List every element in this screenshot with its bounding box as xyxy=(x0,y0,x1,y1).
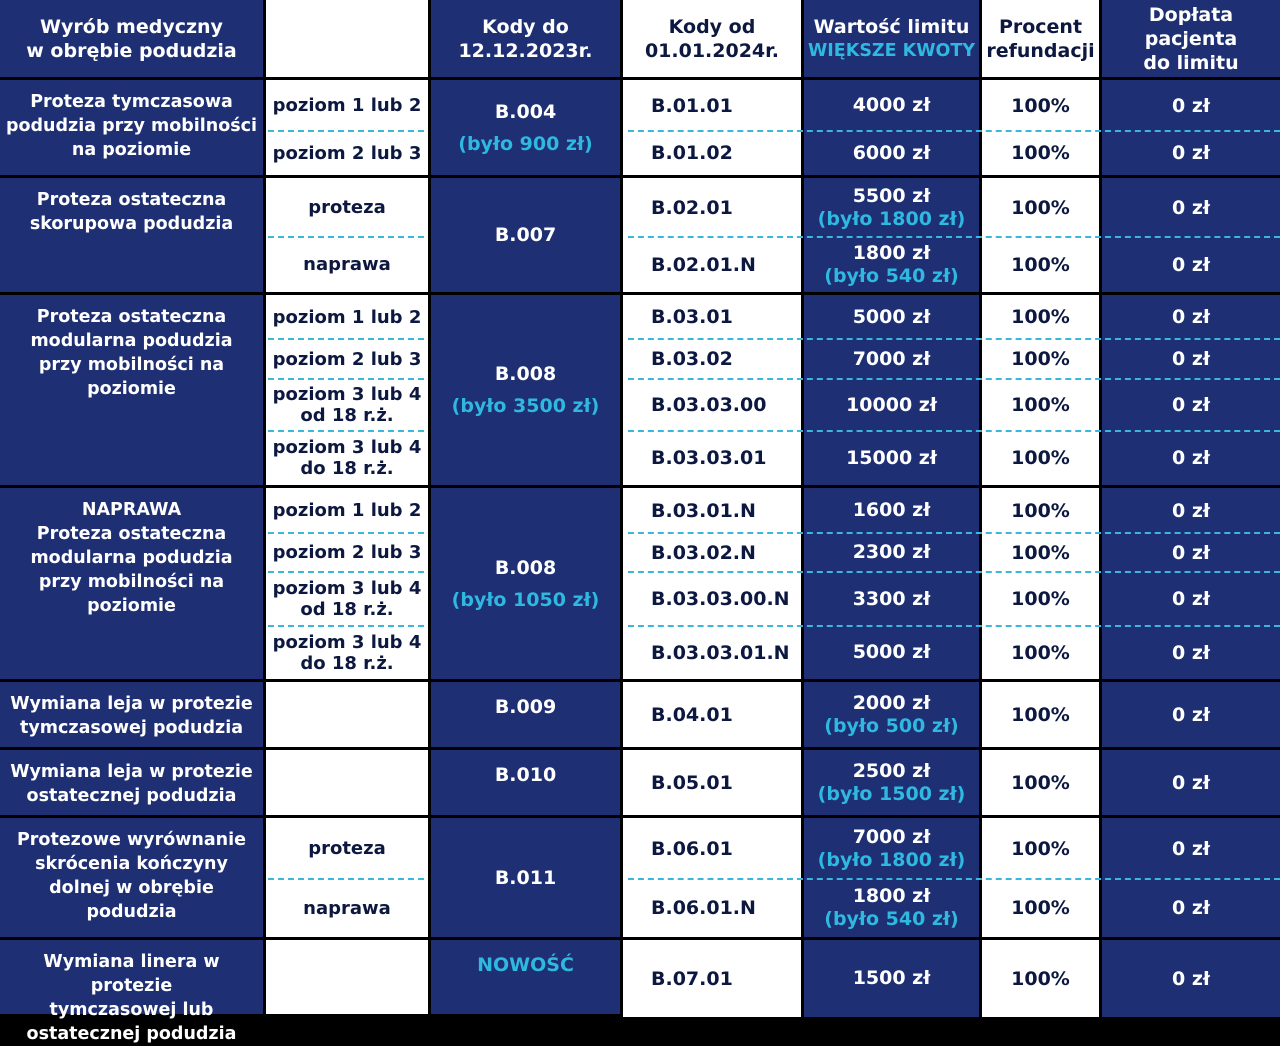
new-code-text: B.05.01 xyxy=(651,771,733,794)
subtype-label xyxy=(266,339,428,379)
limit-amount: 1800 zł xyxy=(852,885,931,907)
patient-copay xyxy=(1102,80,1280,131)
limit-value xyxy=(804,178,979,237)
limit-previous-amount: (było 1800 zł) xyxy=(817,848,966,871)
device-name-line: Wymiana leja w protezie xyxy=(10,694,253,714)
patient-copay xyxy=(1102,131,1280,175)
limit-previous-amount: (było 1800 zł) xyxy=(817,207,966,230)
new-code-text: B.06.01.N xyxy=(651,897,756,919)
limit-value xyxy=(804,750,979,815)
device-name-line: Wymiana leja w protezie xyxy=(10,762,253,782)
subtype-cell xyxy=(266,750,428,815)
refund-percentage xyxy=(982,237,1099,292)
header-new-codes-line2: 01.01.2024r. xyxy=(644,39,780,62)
refund-percentage-text: 100% xyxy=(1011,967,1070,990)
refund-percentage-text: 100% xyxy=(1011,394,1070,416)
new-code xyxy=(623,80,801,131)
limit-amount: 5000 zł xyxy=(852,305,931,328)
old-code: B.004 xyxy=(494,100,557,123)
new-code xyxy=(623,178,801,237)
new-code xyxy=(623,488,801,533)
new-code xyxy=(623,379,801,431)
limit-value xyxy=(804,533,979,572)
refund-percentage-text: 100% xyxy=(1011,196,1070,219)
device-name-line: Proteza ostateczna xyxy=(36,524,227,544)
refund-percentage-text: 100% xyxy=(1011,142,1070,164)
header-pct-line1: Procent xyxy=(998,15,1083,38)
device-name-cell xyxy=(0,488,263,679)
patient-copay xyxy=(1102,572,1280,626)
limit-previous-amount: (było 540 zł) xyxy=(824,264,959,287)
patient-copay-text: 0 zł xyxy=(1172,967,1210,990)
device-name-line: modularna podudzia xyxy=(30,331,233,351)
limit-value xyxy=(804,339,979,379)
limit-amount: 2300 zł xyxy=(852,541,931,563)
refund-percentage xyxy=(982,682,1099,747)
patient-copay-text: 0 zł xyxy=(1172,348,1210,370)
refund-percentage xyxy=(982,488,1099,533)
device-name-cell xyxy=(0,80,263,175)
header-new-codes-line1: Kody od xyxy=(668,15,756,38)
limit-amount: 2500 zł xyxy=(852,759,931,782)
patient-copay xyxy=(1102,379,1280,431)
new-code-text: B.03.02 xyxy=(651,348,733,370)
device-name-line: ostatecznej podudzia xyxy=(26,1024,237,1044)
subtype-label xyxy=(266,431,428,485)
limit-amount: 10000 zł xyxy=(846,393,937,416)
subtype-line: od 18 r.ż. xyxy=(300,599,394,620)
header-limit-line1: Wartość limitu xyxy=(813,15,970,38)
subtype-line: poziom 3 lub 4 xyxy=(272,437,422,458)
new-code xyxy=(623,879,801,937)
new-code xyxy=(623,572,801,626)
device-name-line: podudzia przy mobilności xyxy=(5,116,258,136)
limit-amount: 1500 zł xyxy=(852,967,931,989)
limit-value xyxy=(804,295,979,339)
limit-amount: 3300 zł xyxy=(852,587,931,610)
limit-previous-amount: (było 500 zł) xyxy=(824,714,959,737)
patient-copay xyxy=(1102,750,1280,815)
subtype-label xyxy=(266,626,428,679)
patient-copay-text: 0 zł xyxy=(1172,142,1210,164)
old-code: B.009 xyxy=(494,696,557,718)
header-device-line1: Wyrób medyczny xyxy=(40,15,223,38)
refund-percentage-text: 100% xyxy=(1011,837,1070,860)
refund-percentage xyxy=(982,131,1099,175)
limit-value xyxy=(804,682,979,747)
subtype-label xyxy=(266,131,428,175)
subtype-line: do 18 r.ż. xyxy=(300,652,394,674)
refund-percentage xyxy=(982,572,1099,626)
new-code xyxy=(623,682,801,747)
header-copay-line1: Dopłata pacjenta xyxy=(1144,3,1238,50)
new-code-text: B.03.01 xyxy=(651,306,733,328)
new-code xyxy=(623,818,801,879)
refund-percentage xyxy=(982,750,1099,815)
subtype-label xyxy=(266,237,428,292)
device-name-line: dolnej w obrębie podudzia xyxy=(49,878,214,922)
refund-percentage-text: 100% xyxy=(1011,703,1070,726)
device-name-line: skrócenia kończyny xyxy=(35,854,228,874)
limit-amount: 7000 zł xyxy=(852,825,931,848)
patient-copay-text: 0 zł xyxy=(1172,897,1210,919)
device-name-line: przy mobilności na xyxy=(38,355,225,375)
patient-copay xyxy=(1102,178,1280,237)
new-code-text: B.03.01.N xyxy=(651,499,756,522)
subtype-line: do 18 r.ż. xyxy=(300,458,394,479)
header-subtype xyxy=(266,0,428,77)
new-code xyxy=(623,339,801,379)
old-code: B.011 xyxy=(494,866,557,889)
patient-copay-text: 0 zł xyxy=(1172,196,1210,219)
limit-value xyxy=(804,572,979,626)
device-name-cell xyxy=(0,295,263,485)
subtype-line: poziom 1 lub 2 xyxy=(272,500,422,521)
device-name-line: tymczasowej podudzia xyxy=(20,718,243,738)
new-code-text: B.04.01 xyxy=(651,703,733,726)
old-code-previous-price: (było 1050 zł) xyxy=(451,588,600,611)
new-code-text: B.03.03.00 xyxy=(651,394,767,416)
limit-value xyxy=(804,879,979,937)
patient-copay-text: 0 zł xyxy=(1172,499,1210,522)
device-name-cell xyxy=(0,682,263,747)
limit-previous-amount: (było 1500 zł) xyxy=(817,782,966,805)
refund-percentage xyxy=(982,295,1099,339)
header-limit-line2: WIĘKSZE KWOTY xyxy=(807,40,976,61)
new-code xyxy=(623,940,801,1017)
refund-percentage-text: 100% xyxy=(1011,641,1070,664)
refund-percentage-text: 100% xyxy=(1011,94,1070,117)
refund-percentage-text: 100% xyxy=(1011,447,1070,469)
refund-percentage-text: 100% xyxy=(1011,348,1070,370)
old-code-previous-price: (było 900 zł) xyxy=(458,132,593,155)
patient-copay-text: 0 zł xyxy=(1172,703,1210,726)
old-code: NOWOŚĆ xyxy=(477,954,574,976)
patient-copay xyxy=(1102,295,1280,339)
subtype-label xyxy=(266,488,428,533)
subtype-line: proteza xyxy=(308,197,386,218)
subtype-label xyxy=(266,178,428,237)
patient-copay xyxy=(1102,237,1280,292)
limit-amount: 15000 zł xyxy=(846,446,937,469)
old-code-cell xyxy=(431,940,620,1014)
patient-copay-text: 0 zł xyxy=(1172,394,1210,416)
refund-percentage-text: 100% xyxy=(1011,541,1070,564)
patient-copay xyxy=(1102,682,1280,747)
subtype-line: naprawa xyxy=(303,254,391,275)
device-name-line: NAPRAWA xyxy=(81,500,182,520)
old-code: B.007 xyxy=(494,224,557,246)
header-pct-line2: refundacji xyxy=(986,39,1095,62)
old-code-cell xyxy=(431,750,620,815)
device-name-cell xyxy=(0,818,263,937)
subtype-label xyxy=(266,80,428,131)
patient-copay xyxy=(1102,879,1280,937)
device-name-cell xyxy=(0,940,263,1044)
device-name-line: ostatecznej podudzia xyxy=(26,786,237,806)
old-code-cell xyxy=(431,488,620,679)
header-new-codes xyxy=(623,0,801,77)
new-code-text: B.03.03.01.N xyxy=(651,641,790,664)
old-code: B.010 xyxy=(494,764,557,786)
subtype-line: naprawa xyxy=(303,897,391,919)
patient-copay xyxy=(1102,431,1280,485)
old-code: B.008 xyxy=(494,556,557,579)
subtype-label xyxy=(266,879,428,937)
subtype-line: poziom 3 lub 4 xyxy=(272,384,422,405)
patient-copay-text: 0 zł xyxy=(1172,306,1210,328)
device-name-line: poziomie xyxy=(87,596,176,616)
old-code-cell xyxy=(431,178,620,292)
subtype-label xyxy=(266,533,428,572)
device-name-line: skorupowa podudzia xyxy=(29,214,234,234)
device-name-line: poziomie xyxy=(87,379,176,399)
limit-value xyxy=(804,131,979,175)
patient-copay xyxy=(1102,488,1280,533)
device-name-cell xyxy=(0,178,263,292)
subtype-label xyxy=(266,818,428,879)
new-code-text: B.07.01 xyxy=(651,967,733,990)
refund-percentage xyxy=(982,431,1099,485)
device-name-line: Proteza tymczasowa xyxy=(30,92,233,112)
refund-percentage xyxy=(982,626,1099,679)
old-code: B.008 xyxy=(494,363,557,385)
patient-copay-text: 0 zł xyxy=(1172,253,1210,276)
header-device-line2: w obrębie podudzia xyxy=(26,39,237,62)
refund-percentage xyxy=(982,940,1099,1017)
device-name-line: Proteza ostateczna xyxy=(36,190,227,210)
refund-percentage-text: 100% xyxy=(1011,499,1070,522)
device-name-line: modularna podudzia xyxy=(30,548,233,568)
limit-value xyxy=(804,431,979,485)
device-name-line: Protezowe wyrównanie xyxy=(16,830,247,850)
new-code-text: B.06.01 xyxy=(651,837,733,860)
header-old-codes-line1: Kody do xyxy=(482,15,569,38)
limit-value xyxy=(804,940,979,1017)
device-name-line: przy mobilności na xyxy=(38,572,225,592)
subtype-line: poziom 3 lub 4 xyxy=(272,631,422,653)
old-code-cell xyxy=(431,80,620,175)
new-code xyxy=(623,131,801,175)
new-code xyxy=(623,431,801,485)
new-code xyxy=(623,295,801,339)
patient-copay-text: 0 zł xyxy=(1172,447,1210,469)
device-name-line: tymczasowej lub xyxy=(49,1000,214,1020)
header-copay xyxy=(1102,0,1280,77)
old-code-cell xyxy=(431,295,620,485)
patient-copay xyxy=(1102,818,1280,879)
new-code-text: B.03.03.01 xyxy=(651,447,767,469)
limit-value xyxy=(804,626,979,679)
refund-percentage xyxy=(982,339,1099,379)
limit-amount: 2000 zł xyxy=(852,691,931,714)
new-code-text: B.02.01.N xyxy=(651,253,756,276)
device-name-line: Proteza ostateczna xyxy=(36,307,227,327)
subtype-line: od 18 r.ż. xyxy=(300,405,394,426)
refund-percentage xyxy=(982,80,1099,131)
subtype-line: poziom 3 lub 4 xyxy=(272,578,422,599)
patient-copay xyxy=(1102,339,1280,379)
limit-value xyxy=(804,488,979,533)
patient-copay xyxy=(1102,533,1280,572)
limit-amount: 1800 zł xyxy=(852,241,931,264)
header-device xyxy=(0,0,263,77)
limit-amount: 5000 zł xyxy=(852,641,931,663)
old-code-cell xyxy=(431,818,620,937)
patient-copay xyxy=(1102,626,1280,679)
new-code-text: B.01.02 xyxy=(651,142,733,164)
refund-percentage xyxy=(982,533,1099,572)
subtype-label xyxy=(266,295,428,339)
header-old-codes-line2: 12.12.2023r. xyxy=(458,39,593,62)
refund-percentage-text: 100% xyxy=(1011,897,1070,919)
limit-value xyxy=(804,379,979,431)
old-code-previous-price: (było 3500 zł) xyxy=(451,395,600,417)
limit-value xyxy=(804,237,979,292)
limit-value xyxy=(804,80,979,131)
device-name-line: Wymiana linera w protezie xyxy=(43,952,220,996)
new-code-text: B.02.01 xyxy=(651,196,733,219)
subtype-line: poziom 2 lub 3 xyxy=(272,348,422,370)
old-code-cell xyxy=(431,682,620,747)
new-code xyxy=(623,237,801,292)
header-old-codes xyxy=(431,0,620,77)
new-code-text: B.03.02.N xyxy=(651,541,756,564)
limit-amount: 1600 zł xyxy=(852,499,931,521)
subtype-line: poziom 1 lub 2 xyxy=(272,95,422,116)
refund-percentage xyxy=(982,879,1099,937)
device-name-line: na poziomie xyxy=(71,140,192,160)
limit-value xyxy=(804,818,979,879)
refund-percentage xyxy=(982,379,1099,431)
refund-percentage xyxy=(982,178,1099,237)
limit-previous-amount: (było 540 zł) xyxy=(824,908,959,930)
subtype-line: poziom 2 lub 3 xyxy=(272,542,422,563)
limit-amount: 5500 zł xyxy=(852,184,931,207)
new-code-text: B.01.01 xyxy=(651,94,733,117)
subtype-label xyxy=(266,572,428,626)
patient-copay xyxy=(1102,940,1280,1017)
patient-copay-text: 0 zł xyxy=(1172,837,1210,860)
subtype-cell xyxy=(266,682,428,747)
patient-copay-text: 0 zł xyxy=(1172,641,1210,664)
new-code xyxy=(623,626,801,679)
patient-copay-text: 0 zł xyxy=(1172,588,1210,610)
patient-copay-text: 0 zł xyxy=(1172,771,1210,794)
refund-percentage-text: 100% xyxy=(1011,253,1070,276)
refund-percentage-text: 100% xyxy=(1011,588,1070,610)
patient-copay-text: 0 zł xyxy=(1172,94,1210,117)
subtype-cell xyxy=(266,940,428,1014)
subtype-line: proteza xyxy=(308,838,386,859)
limit-amount: 6000 zł xyxy=(852,141,931,164)
device-name-cell xyxy=(0,750,263,815)
subtype-line: poziom 1 lub 2 xyxy=(272,306,422,328)
header-pct xyxy=(982,0,1099,77)
refund-percentage-text: 100% xyxy=(1011,306,1070,328)
new-code xyxy=(623,533,801,572)
patient-copay-text: 0 zł xyxy=(1172,541,1210,564)
new-code-text: B.03.03.00.N xyxy=(651,588,790,610)
subtype-line: poziom 2 lub 3 xyxy=(272,142,422,164)
refund-percentage-text: 100% xyxy=(1011,771,1070,794)
new-code xyxy=(623,750,801,815)
refund-percentage xyxy=(982,818,1099,879)
limit-amount: 4000 zł xyxy=(852,94,931,116)
subtype-label xyxy=(266,379,428,431)
header-copay-line2: do limitu xyxy=(1143,51,1239,74)
limit-amount: 7000 zł xyxy=(852,347,931,370)
header-limit xyxy=(804,0,979,77)
